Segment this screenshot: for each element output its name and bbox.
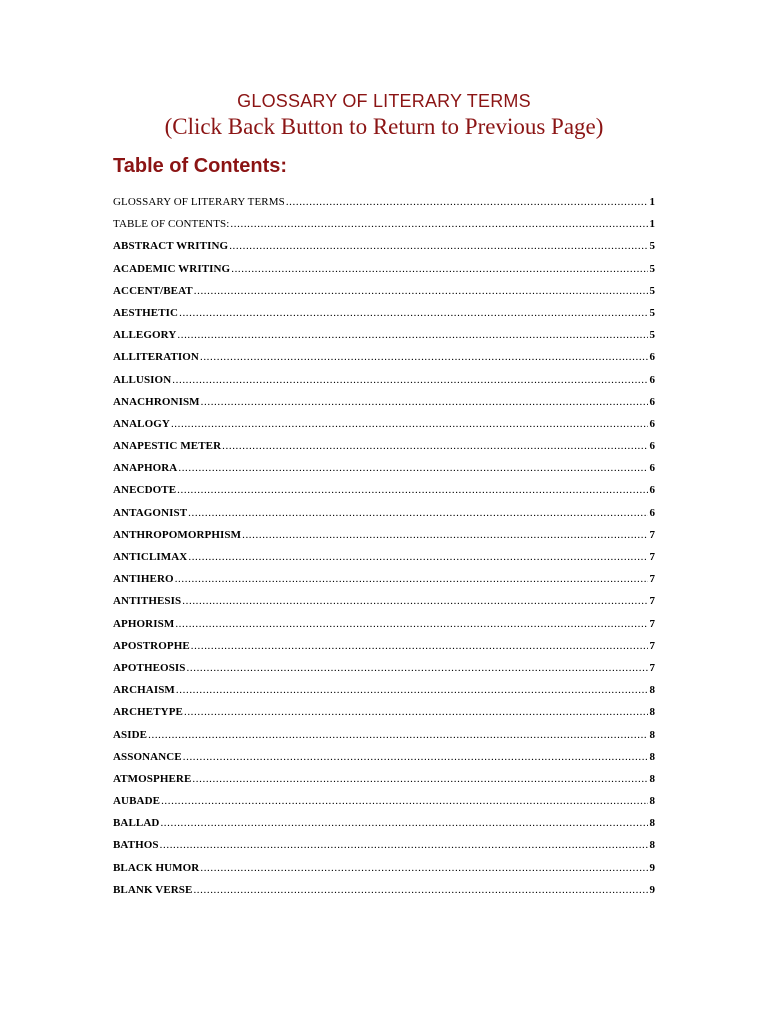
toc-entry-label: ANECDOTE <box>113 484 177 497</box>
toc-entry-label: ALLUSION <box>113 373 172 386</box>
dot-leader <box>188 551 647 563</box>
dot-leader <box>177 329 647 341</box>
toc-entry[interactable] <box>113 551 655 573</box>
toc-heading: Table of Contents: <box>113 155 288 177</box>
dot-leader <box>222 440 647 452</box>
dot-leader <box>184 706 648 718</box>
dot-leader <box>193 884 647 896</box>
toc-entry-page-number: 9 <box>649 883 655 896</box>
toc-entry[interactable] <box>113 462 655 484</box>
dot-leader <box>200 862 647 874</box>
dot-leader <box>231 263 647 275</box>
toc-entry-page-number: 8 <box>649 684 655 697</box>
toc-entry-label: ATMOSPHERE <box>113 772 192 785</box>
toc-entry[interactable] <box>113 307 655 329</box>
toc-entry-label: ANAPHORA <box>113 462 178 475</box>
toc-entry-label: ANTICLIMAX <box>113 551 188 563</box>
dot-leader <box>176 684 648 696</box>
toc-entry[interactable] <box>113 618 655 640</box>
toc-entry-label: ACCENT/BEAT <box>113 284 193 297</box>
dot-leader <box>183 751 648 763</box>
toc-entry[interactable] <box>113 529 655 551</box>
dot-leader <box>201 396 648 408</box>
toc-entry-page-number: 8 <box>649 706 655 719</box>
toc-entry-page-number: 5 <box>649 284 655 297</box>
toc-entry-label: ABSTRACT WRITING <box>113 240 229 253</box>
toc-entry-page-number: 6 <box>649 506 655 519</box>
toc-entry-page-number: 7 <box>649 595 655 608</box>
dot-leader <box>175 618 647 630</box>
toc-entry-label: ARCHAISM <box>113 684 175 697</box>
toc-entry[interactable] <box>113 196 655 218</box>
toc-entry-page-number: 7 <box>649 551 655 563</box>
toc-entry-page-number: 8 <box>649 728 655 741</box>
toc-entry[interactable] <box>113 662 655 684</box>
toc-entry[interactable] <box>113 573 655 595</box>
toc-entry-page-number: 8 <box>649 750 655 763</box>
toc-entry-label: ANACHRONISM <box>113 395 200 408</box>
dot-leader <box>192 773 647 785</box>
toc-entry[interactable] <box>113 374 655 396</box>
dot-leader <box>171 418 648 430</box>
toc-entry-label: ANTHROPOMORPHISM <box>113 528 242 541</box>
toc-entry-page-number: 7 <box>649 639 655 652</box>
document-title: GLOSSARY OF LITERARY TERMS <box>237 91 531 111</box>
dot-leader <box>286 196 648 208</box>
dot-leader <box>191 640 648 652</box>
toc-entry-page-number: 1 <box>649 196 655 208</box>
toc-entry-label: ARCHETYPE <box>113 706 183 719</box>
toc-entry-page-number: 9 <box>649 861 655 874</box>
back-instruction: (Click Back Button to Return to Previous Page) <box>164 114 604 139</box>
toc-entry[interactable] <box>113 440 655 462</box>
toc-entry-page-number: 1 <box>649 218 655 231</box>
toc-entry-label: ASIDE <box>113 728 148 741</box>
toc-entry-page-number: 8 <box>649 817 655 830</box>
dot-leader <box>179 307 647 319</box>
toc-entry-label: GLOSSARY OF LITERARY TERMS <box>113 196 285 208</box>
toc-entry[interactable] <box>113 729 655 751</box>
toc-entry[interactable] <box>113 351 655 373</box>
toc-entry[interactable] <box>113 751 655 773</box>
toc-entry-label: BATHOS <box>113 839 159 852</box>
toc-entry-label: ANAPESTIC METER <box>113 440 222 453</box>
toc-entry[interactable] <box>113 263 655 285</box>
dot-leader <box>200 351 648 363</box>
toc-entry-page-number: 8 <box>649 795 655 808</box>
toc-entry-page-number: 6 <box>649 462 655 475</box>
dot-leader <box>229 240 647 252</box>
dot-leader <box>177 484 647 496</box>
dot-leader <box>148 729 647 741</box>
dot-leader <box>172 374 647 386</box>
toc-entry-label: AUBADE <box>113 795 161 808</box>
toc-entry[interactable] <box>113 218 655 240</box>
toc-entry-label: ASSONANCE <box>113 750 182 763</box>
dot-leader <box>188 507 647 519</box>
toc-entry[interactable] <box>113 507 655 529</box>
toc-entry[interactable] <box>113 773 655 795</box>
toc-entry-label: APOTHEOSIS <box>113 661 186 674</box>
toc-entry-label: AESTHETIC <box>113 306 179 319</box>
toc-entry[interactable] <box>113 595 655 617</box>
toc-entry-page-number: 8 <box>649 839 655 852</box>
dot-leader <box>187 662 648 674</box>
toc-entry-label: ACADEMIC WRITING <box>113 262 231 275</box>
toc-entry[interactable] <box>113 484 655 506</box>
toc-entry-page-number: 5 <box>649 329 655 342</box>
toc-entry[interactable] <box>113 817 655 839</box>
toc-entry[interactable] <box>113 839 655 861</box>
toc-entry-page-number: 6 <box>649 351 655 364</box>
dot-leader <box>178 462 647 474</box>
toc-entry-page-number: 7 <box>649 573 655 586</box>
toc-entry[interactable] <box>113 418 655 440</box>
toc-entry[interactable] <box>113 684 655 706</box>
toc-entry-page-number: 7 <box>649 617 655 630</box>
dot-leader <box>182 595 647 607</box>
toc-entry-label: ANALOGY <box>113 417 170 430</box>
dot-leader <box>194 285 648 297</box>
toc-entry-label: APOSTROPHE <box>113 639 190 652</box>
toc-entry[interactable] <box>113 396 655 418</box>
toc-entry-label: BLACK HUMOR <box>113 861 200 874</box>
toc-entry-label: BALLAD <box>113 817 160 830</box>
toc-entry-page-number: 8 <box>649 772 655 785</box>
toc-entry-label: TABLE OF CONTENTS: <box>113 218 230 231</box>
toc-entry-page-number: 5 <box>649 262 655 275</box>
toc-entry-page-number: 7 <box>649 661 655 674</box>
toc-entry[interactable] <box>113 884 655 906</box>
dot-leader <box>161 795 647 807</box>
toc-entry-label: ALLEGORY <box>113 329 177 342</box>
toc-entry-label: BLANK VERSE <box>113 883 193 896</box>
toc-entry-page-number: 7 <box>649 528 655 541</box>
dot-leader <box>160 839 648 851</box>
toc-entry-page-number: 6 <box>649 484 655 497</box>
toc-entry-page-number: 5 <box>649 306 655 319</box>
toc-entry[interactable] <box>113 240 655 262</box>
toc-entry[interactable] <box>113 329 655 351</box>
dot-leader <box>230 218 647 230</box>
dot-leader <box>242 529 647 541</box>
toc-entry-page-number: 6 <box>649 440 655 453</box>
toc-entry-label: ANTITHESIS <box>113 595 182 608</box>
toc-entry-label: ANTIHERO <box>113 573 174 586</box>
toc-entry-page-number: 5 <box>649 240 655 253</box>
table-of-contents <box>113 196 655 906</box>
toc-entry[interactable] <box>113 640 655 662</box>
toc-entry-label: APHORISM <box>113 617 175 630</box>
toc-entry-label: ANTAGONIST <box>113 506 188 519</box>
dot-leader <box>175 573 648 585</box>
toc-entry[interactable] <box>113 706 655 728</box>
dot-leader <box>160 817 647 829</box>
toc-entry-label: ALLITERATION <box>113 351 199 364</box>
toc-entry-page-number: 6 <box>649 395 655 408</box>
toc-entry[interactable] <box>113 285 655 307</box>
toc-entry-page-number: 6 <box>649 373 655 386</box>
toc-entry-page-number: 6 <box>649 417 655 430</box>
toc-entry[interactable] <box>113 795 655 817</box>
toc-entry[interactable] <box>113 862 655 884</box>
